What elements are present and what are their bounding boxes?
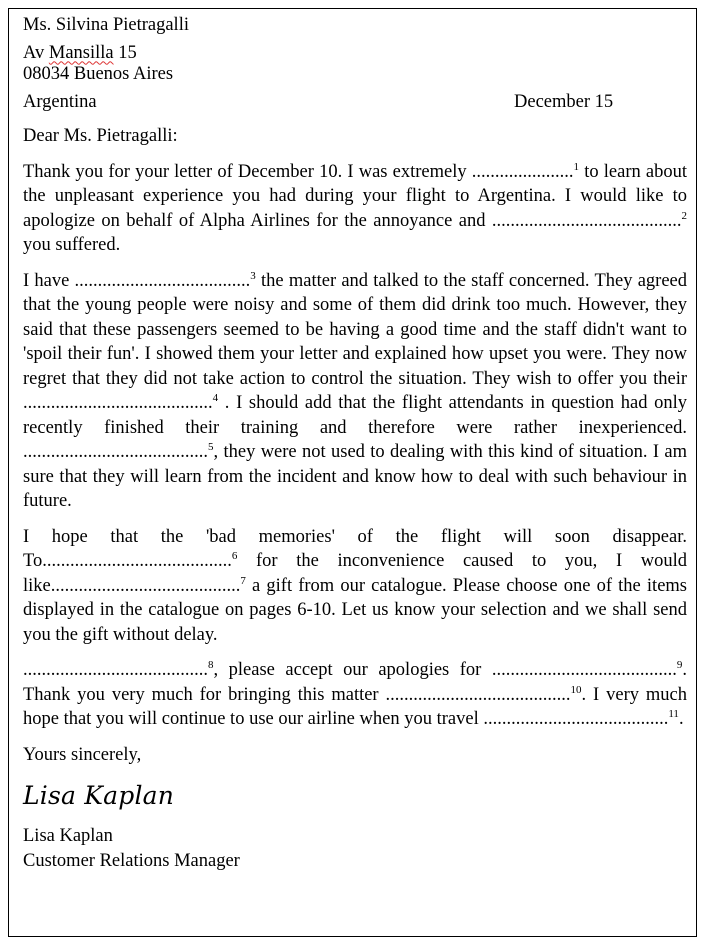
paragraph-3 <box>23 525 687 648</box>
handwritten-signature: Lisa Kaplan <box>23 781 175 810</box>
gap-number-3: 3 <box>250 269 256 282</box>
p1-text-3: you suffered. <box>23 235 121 255</box>
p4-text-4: . I very much hope that you will continue to use our airline when you travel ........................................ <box>23 684 688 729</box>
p3-text-2: for the inconvenience caused to you, I would like......................................... <box>23 551 687 596</box>
salutation: Dear Ms. Pietragalli: <box>23 126 178 146</box>
street-number: 15 <box>113 42 137 63</box>
p4-text-1: ........................................ <box>23 660 208 680</box>
gap-number-11: 11 <box>668 707 679 720</box>
p2-text-1: I have ...................................... <box>23 270 251 291</box>
gap-number-6: 6 <box>231 549 238 562</box>
street-prefix: Av <box>23 42 49 63</box>
recipient-country: Argentina <box>23 91 97 112</box>
gap-number-5: 5 <box>208 440 214 453</box>
closing: Yours sincerely, <box>23 744 142 765</box>
gap-number-10: 10 <box>570 683 582 696</box>
p1-text-1: Thank you for your letter of December 10. I was extremely ...................... <box>23 161 574 182</box>
letter-date: December 15 <box>514 91 614 112</box>
gap-number-7: 7 <box>240 574 246 587</box>
p2-text-4: , they were not used to dealing with this kind of situation. I am sure that they will learn from the incident and know how to deal with such behaviour in future. <box>23 442 687 511</box>
recipient-city: 08034 Buenos Aires <box>23 64 174 84</box>
p3-text-1: I hope that the 'bad memories' of the flight will soon disappear. To......................................... <box>23 526 687 571</box>
p4-text-2: , please accept our apologies for ........................................ <box>213 660 677 680</box>
gap-number-1: 1 <box>573 160 580 173</box>
p3-text-3: a gift from our catalogue. Please choose one of the items displayed in the catalogue on pages 6-10. Let us know your selection and we shall send you the gift without delay. <box>23 575 687 645</box>
letter-frame <box>8 8 697 937</box>
letter-document <box>23 13 687 873</box>
gap-number-8: 8 <box>208 658 214 671</box>
p2-text-2: the matter and talked to the staff concerned. They agreed that the young people were noisy and some of them did drink too much. However, they said that these passengers seemed to be having a good time and the staff didn't want to 'spoil their fun'. I showed them your letter and explained how upset you were. They now regret that they did not take action to control the situation. They wish to offer you their ......................................... <box>23 270 687 413</box>
p4-text-3: . Thank you very much for bringing this matter ........................................ <box>23 660 687 705</box>
signer-name: Lisa Kaplan <box>23 826 113 846</box>
p1-text-2: to learn about the unpleasant experience you had during your flight to Argentina. I would like to apologize on behalf of Alpha Airlines for the annoyance and ......................................... <box>23 161 687 231</box>
paragraph-4 <box>23 658 687 732</box>
signer-title: Customer Relations Manager <box>23 850 240 871</box>
country-date-row <box>23 90 687 115</box>
gap-number-9: 9 <box>676 658 683 671</box>
p2-text-3: . I should add that the flight attendants in question had only recently finished their training and therefore were rather inexperienced. ........................................ <box>23 393 687 462</box>
paragraph-1 <box>23 160 687 258</box>
recipient-name: Ms. Silvina Pietragalli <box>23 15 189 35</box>
street-name: Mansilla <box>48 42 114 63</box>
gap-number-2: 2 <box>681 209 687 222</box>
gap-number-4: 4 <box>212 391 219 404</box>
paragraph-2 <box>23 269 687 514</box>
p4-text-5: . <box>678 709 684 729</box>
